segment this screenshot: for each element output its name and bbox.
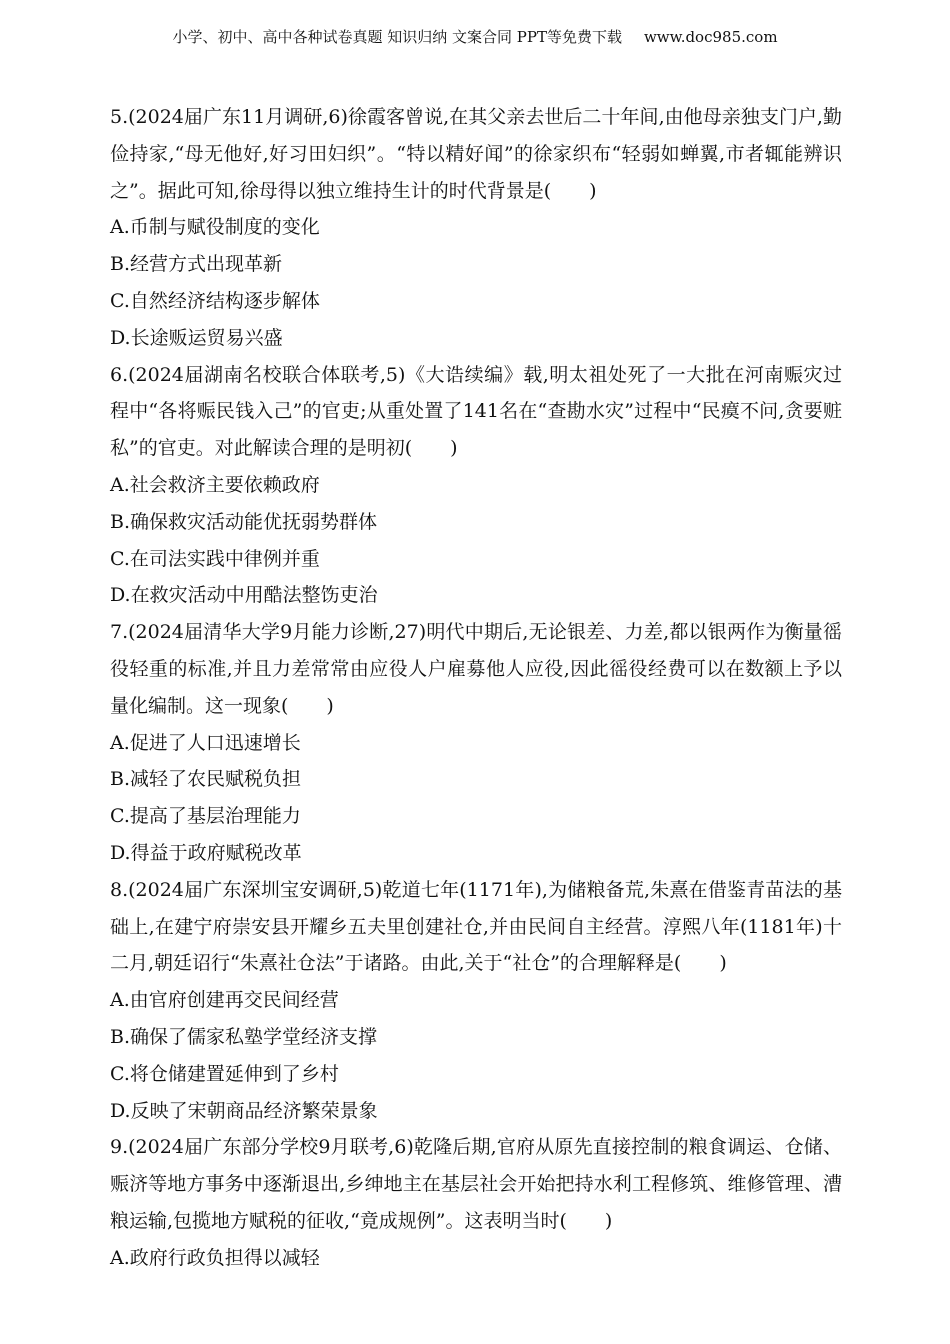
option-a: A.政府行政负担得以减轻 — [110, 1246, 320, 1269]
question-stem: 7.(2024届清华大学9月能力诊断,27)明代中期后,无论银差、力差,都以银两作为衡量徭役轻重的标准,并且力差常常由应役人户雇募他人应役,因此徭役经费可以在数额上予以量化编制。这一现象( ) — [110, 621, 842, 717]
page-header — [0, 27, 950, 47]
question-stem: 6.(2024届湖南名校联合体联考,5)《大诰续编》载,明太祖处死了一大批在河南赈灾过程中“各将赈民钱入己”的官吏;从重处置了141名在“查勘水灾”过程中“民瘼不问,贪要赃私”的官吏。对此解读合理的是明初( ) — [110, 363, 842, 460]
option-d: D.在救灾活动中用酷法整饬吏治 — [110, 584, 378, 607]
question-stem: 8.(2024届广东深圳宝安调研,5)乾道七年(1171年),为储粮备荒,朱熹在借鉴青苗法的基础上,在建宁府崇安县开耀乡五夫里创建社仓,并由民间自主经营。淳熙八年(1181年)十二月,朝廷诏行“朱熹社仓法”于诸路。由此,关于“社仓”的合理解释是( ) — [110, 878, 842, 975]
question-7 — [110, 614, 842, 872]
option-c: C.自然经济结构逐步解体 — [110, 289, 320, 312]
header-site-url: www.doc985.com — [643, 28, 778, 46]
option-b: B.确保了儒家私塾学堂经济支撑 — [110, 1025, 378, 1048]
question-stem: 5.(2024届广东11月调研,6)徐霞客曾说,在其父亲去世后二十年间,由他母亲独支门户,勤俭持家,“母无他好,好习田妇织”。“特以精好闻”的徐家织布“轻弱如蝉翼,市者辄能辨识之”。据此可知,徐母得以独立维持生计的时代背景是( ) — [110, 106, 842, 202]
option-a: A.由官府创建再交民间经营 — [110, 989, 339, 1012]
option-c: C.将仓储建置延伸到了乡村 — [110, 1062, 339, 1085]
question-list — [110, 99, 842, 1277]
question-6 — [110, 357, 842, 615]
question-5 — [110, 99, 842, 357]
option-b: B.确保救灾活动能优抚弱势群体 — [110, 510, 378, 533]
option-d: D.长途贩运贸易兴盛 — [110, 326, 283, 349]
option-a: A.币制与赋役制度的变化 — [110, 216, 320, 239]
option-d: D.得益于政府赋税改革 — [110, 841, 302, 864]
option-c: C.提高了基层治理能力 — [110, 805, 301, 828]
question-9 — [110, 1129, 842, 1276]
option-d: D.反映了宋朝商品经济繁荣景象 — [110, 1099, 378, 1122]
question-8 — [110, 872, 842, 1130]
option-b: B.经营方式出现革新 — [110, 253, 283, 276]
header-text: 小学、初中、高中各种试卷真题 知识归纳 文案合同 PPT等免费下载 — [172, 28, 622, 46]
question-stem: 9.(2024届广东部分学校9月联考,6)乾隆后期,官府从原先直接控制的粮食调运、仓储、赈济等地方事务中逐渐退出,乡绅地主在基层社会开始把持水利工程修筑、维修管理、漕粮运输,包揽地方赋税的征收,“竟成规例”。这表明当时( ) — [110, 1136, 842, 1232]
option-a: A.社会救济主要依赖政府 — [110, 473, 320, 496]
option-a: A.促进了人口迅速增长 — [110, 731, 301, 754]
option-b: B.减轻了农民赋税负担 — [110, 768, 302, 791]
option-c: C.在司法实践中律例并重 — [110, 547, 320, 570]
